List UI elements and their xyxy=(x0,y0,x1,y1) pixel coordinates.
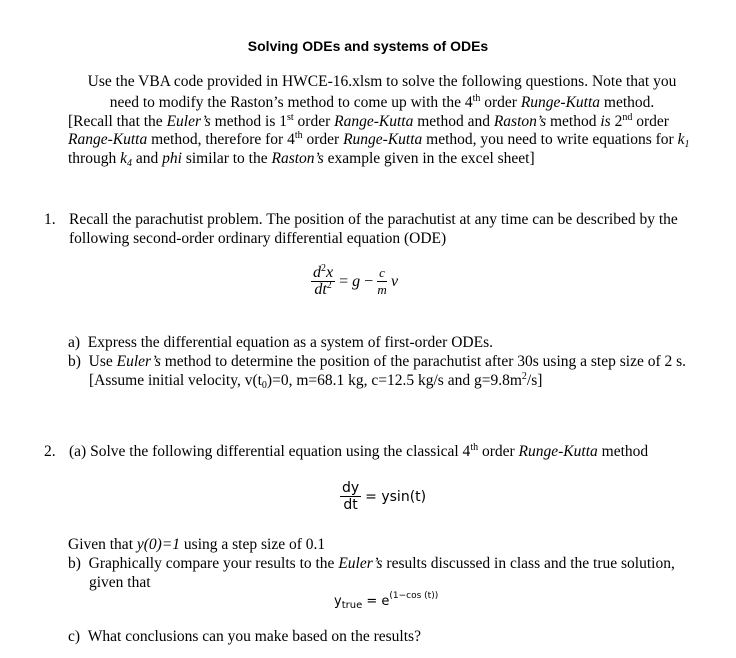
page-title: Solving ODEs and systems of ODEs xyxy=(247,38,489,54)
intro-line-4: Range-Kutta method, therefore for 4th order Runge-Kutta method, you need to write equations for $k_1$ xyxy=(68,130,690,150)
equation-y-true: $y_{true} = e^{(1-cos (t))}$ xyxy=(334,591,439,611)
equation-dy-dt: $\frac{dy}{dt}$ = ysin(t) xyxy=(342,480,427,513)
intro-line-3: [Recall that the Euler’s method is 1st order Range-Kutta method and Raston’s method is 2nd order xyxy=(68,112,669,130)
question-1a: a) Express the differential equation as a system of first-order ODEs. xyxy=(68,334,493,351)
intro-line-1: Use the VBA code provided in HWCE-16.xlsm to solve the following questions. Note that you xyxy=(87,73,677,90)
question-2c: c) What conclusions can you make based on the results? xyxy=(68,628,421,645)
intro-paragraph xyxy=(68,71,696,167)
question-2-text: (a) Solve the following differential equation using the classical 4th order Runge-Kutta method xyxy=(69,442,649,460)
equation-parachutist: $\frac{d^2x}{dt^2}$ = g − $\frac{c}{m}$ v xyxy=(313,263,399,298)
fraction-dy-dt: $\frac{dy}{dt}$ xyxy=(342,480,360,513)
question-2 xyxy=(44,442,704,461)
fraction-c-m: $\frac{c}{m}$ xyxy=(377,265,387,297)
question-2-number: 2. xyxy=(44,443,56,460)
question-2-given: Given that y(0)=1 using a step size of 0.1 xyxy=(68,536,326,553)
question-2b: b) Graphically compare your results to the Euler’s results discussed in class and the true solution, given that xyxy=(68,555,675,591)
question-1-number: 1. xyxy=(44,211,56,228)
question-1-text: Recall the parachutist problem. The position of the parachutist at any time can be described by the following second-order ordinary differential equation (ODE) xyxy=(69,211,678,247)
intro-line-5: through $k_4$ and phi similar to the Raston’s example given in the excel sheet] xyxy=(68,150,535,169)
intro-line-2: need to modify the Raston’s method to come up with the 4th order Runge-Kutta method. xyxy=(109,93,655,111)
question-1 xyxy=(44,210,704,248)
question-1b: b) Use Euler’s method to determine the position of the parachutist after 30s using a step size of 2 s. [Assume initial velocity, $v(t_0)=0$, m=68.1 kg, c=12.5 kg/s and $g=9.8m^2/s$] xyxy=(68,353,687,391)
fraction-d2x-dt2: $\frac{d^2x}{dt^2}$ xyxy=(313,263,334,298)
